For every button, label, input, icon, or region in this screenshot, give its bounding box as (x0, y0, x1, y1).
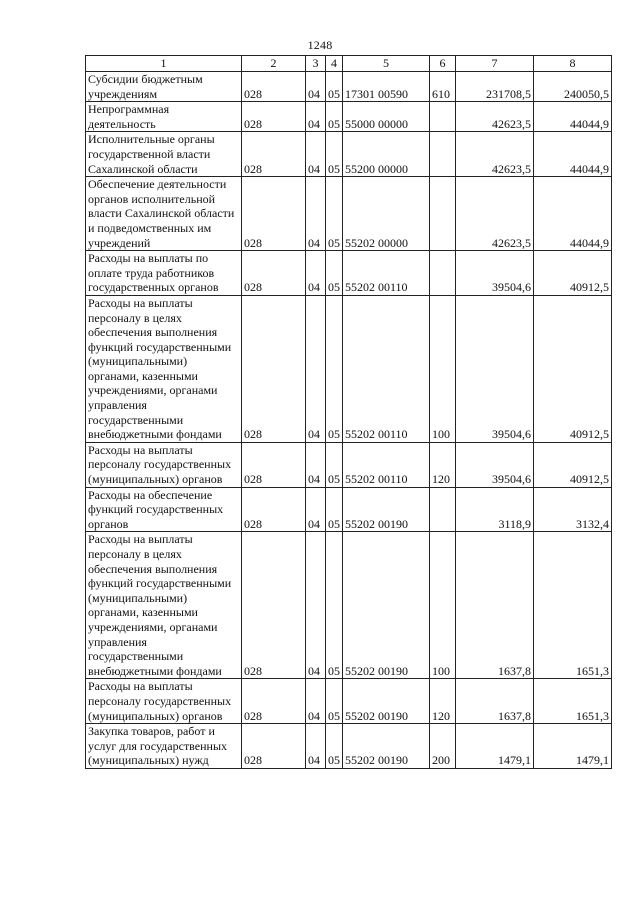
row-expense-type-cell: 100 (430, 295, 456, 442)
row-amount-col7-cell: 39504,6 (456, 295, 534, 442)
table-row (86, 295, 612, 442)
row-ministry-code-cell: 028 (242, 724, 306, 769)
row-amount-col7-cell: 3118,9 (456, 487, 534, 532)
table-row (86, 177, 612, 251)
row-amount-col7-cell: 39504,6 (456, 251, 534, 296)
row-amount-col8-cell: 40912,5 (534, 442, 612, 487)
row-expense-type-cell (430, 487, 456, 532)
row-amount-col8-cell: 240050,5 (534, 72, 612, 102)
row-expense-type-cell: 120 (430, 442, 456, 487)
row-section-cell: 04 (306, 251, 326, 296)
row-target-article-cell: 55000 00000 (343, 102, 430, 132)
row-name-cell: Расходы на выплаты персоналу государственных (муниципальных) органов (86, 679, 242, 724)
row-expense-type-cell: 200 (430, 724, 456, 769)
row-ministry-code-cell: 028 (242, 251, 306, 296)
column-header: 8 (534, 56, 612, 72)
table-row (86, 442, 612, 487)
column-header: 7 (456, 56, 534, 72)
row-amount-col7-cell: 231708,5 (456, 72, 534, 102)
row-section-cell: 04 (306, 295, 326, 442)
row-amount-col7-cell: 42623,5 (456, 132, 534, 177)
row-expense-type-cell (430, 251, 456, 296)
column-header: 1 (86, 56, 242, 72)
row-subsection-cell: 05 (326, 132, 343, 177)
row-subsection-cell: 05 (326, 532, 343, 679)
row-section-cell: 04 (306, 72, 326, 102)
row-name-cell: Расходы на выплаты персоналу государственных (муниципальных) органов (86, 442, 242, 487)
row-amount-col8-cell: 1479,1 (534, 724, 612, 769)
row-expense-type-cell (430, 102, 456, 132)
table-row (86, 679, 612, 724)
row-name-cell: Расходы на выплаты по оплате труда работников государственных органов (86, 251, 242, 296)
row-section-cell: 04 (306, 102, 326, 132)
row-subsection-cell: 05 (326, 679, 343, 724)
row-expense-type-cell: 610 (430, 72, 456, 102)
table-row (86, 132, 612, 177)
row-amount-col7-cell: 1637,8 (456, 532, 534, 679)
table-body (86, 72, 612, 769)
row-amount-col7-cell: 42623,5 (456, 102, 534, 132)
row-ministry-code-cell: 028 (242, 532, 306, 679)
row-subsection-cell: 05 (326, 724, 343, 769)
column-header: 2 (242, 56, 306, 72)
row-subsection-cell: 05 (326, 251, 343, 296)
row-expense-type-cell: 120 (430, 679, 456, 724)
row-amount-col8-cell: 40912,5 (534, 295, 612, 442)
row-amount-col8-cell: 40912,5 (534, 251, 612, 296)
row-name-cell: Обеспечение деятельности органов исполнительной власти Сахалинской области и подведомственных им учреждений (86, 177, 242, 251)
table-row (86, 487, 612, 532)
row-target-article-cell: 55202 00000 (343, 177, 430, 251)
row-target-article-cell: 55202 00110 (343, 251, 430, 296)
row-subsection-cell: 05 (326, 72, 343, 102)
row-amount-col8-cell: 44044,9 (534, 102, 612, 132)
row-ministry-code-cell: 028 (242, 132, 306, 177)
row-expense-type-cell (430, 132, 456, 177)
row-name-cell: Субсидии бюджетным учреждениям (86, 72, 242, 102)
row-subsection-cell: 05 (326, 102, 343, 132)
table-row (86, 72, 612, 102)
row-name-cell: Расходы на выплаты персоналу в целях обеспечения выполнения функций государственными (муниципальными) органами, казенными учреждениями, органами управления государственными внебюджетными фондами (86, 532, 242, 679)
row-section-cell: 04 (306, 724, 326, 769)
row-target-article-cell: 17301 00590 (343, 72, 430, 102)
row-subsection-cell: 05 (326, 295, 343, 442)
row-section-cell: 04 (306, 487, 326, 532)
row-amount-col8-cell: 1651,3 (534, 532, 612, 679)
row-target-article-cell: 55202 00190 (343, 532, 430, 679)
row-target-article-cell: 55202 00190 (343, 724, 430, 769)
row-section-cell: 04 (306, 177, 326, 251)
column-header: 6 (430, 56, 456, 72)
row-ministry-code-cell: 028 (242, 177, 306, 251)
column-header: 5 (343, 56, 430, 72)
column-header: 3 (306, 56, 326, 72)
row-name-cell: Расходы на выплаты персоналу в целях обеспечения выполнения функций государственными (муниципальными) органами, казенными учреждениями, органами управления государственными внебюджетными фондами (86, 295, 242, 442)
row-amount-col8-cell: 1651,3 (534, 679, 612, 724)
budget-table (85, 55, 612, 769)
row-amount-col8-cell: 44044,9 (534, 177, 612, 251)
row-name-cell: Исполнительные органы государственной власти Сахалинской области (86, 132, 242, 177)
row-amount-col8-cell: 44044,9 (534, 132, 612, 177)
table-row (86, 102, 612, 132)
row-section-cell: 04 (306, 679, 326, 724)
row-section-cell: 04 (306, 532, 326, 679)
row-ministry-code-cell: 028 (242, 102, 306, 132)
row-section-cell: 04 (306, 132, 326, 177)
table-row (86, 251, 612, 296)
row-amount-col7-cell: 39504,6 (456, 442, 534, 487)
row-amount-col7-cell: 1637,8 (456, 679, 534, 724)
row-expense-type-cell (430, 177, 456, 251)
row-name-cell: Закупка товаров, работ и услуг для государственных (муниципальных) нужд (86, 724, 242, 769)
row-ministry-code-cell: 028 (242, 442, 306, 487)
row-target-article-cell: 55202 00110 (343, 295, 430, 442)
page-number: 1248 (307, 38, 333, 52)
table-row (86, 532, 612, 679)
row-subsection-cell: 05 (326, 442, 343, 487)
row-expense-type-cell: 100 (430, 532, 456, 679)
row-target-article-cell: 55202 00190 (343, 487, 430, 532)
row-ministry-code-cell: 028 (242, 487, 306, 532)
row-name-cell: Непрограммная деятельность (86, 102, 242, 132)
row-target-article-cell: 55200 00000 (343, 132, 430, 177)
table-row (86, 724, 612, 769)
row-name-cell: Расходы на обеспечение функций государственных органов (86, 487, 242, 532)
row-ministry-code-cell: 028 (242, 679, 306, 724)
row-target-article-cell: 55202 00110 (343, 442, 430, 487)
row-amount-col7-cell: 1479,1 (456, 724, 534, 769)
row-subsection-cell: 05 (326, 177, 343, 251)
row-subsection-cell: 05 (326, 487, 343, 532)
row-target-article-cell: 55202 00190 (343, 679, 430, 724)
header-row (86, 56, 612, 72)
row-ministry-code-cell: 028 (242, 72, 306, 102)
row-amount-col7-cell: 42623,5 (456, 177, 534, 251)
row-amount-col8-cell: 3132,4 (534, 487, 612, 532)
row-ministry-code-cell: 028 (242, 295, 306, 442)
column-header: 4 (326, 56, 343, 72)
row-section-cell: 04 (306, 442, 326, 487)
